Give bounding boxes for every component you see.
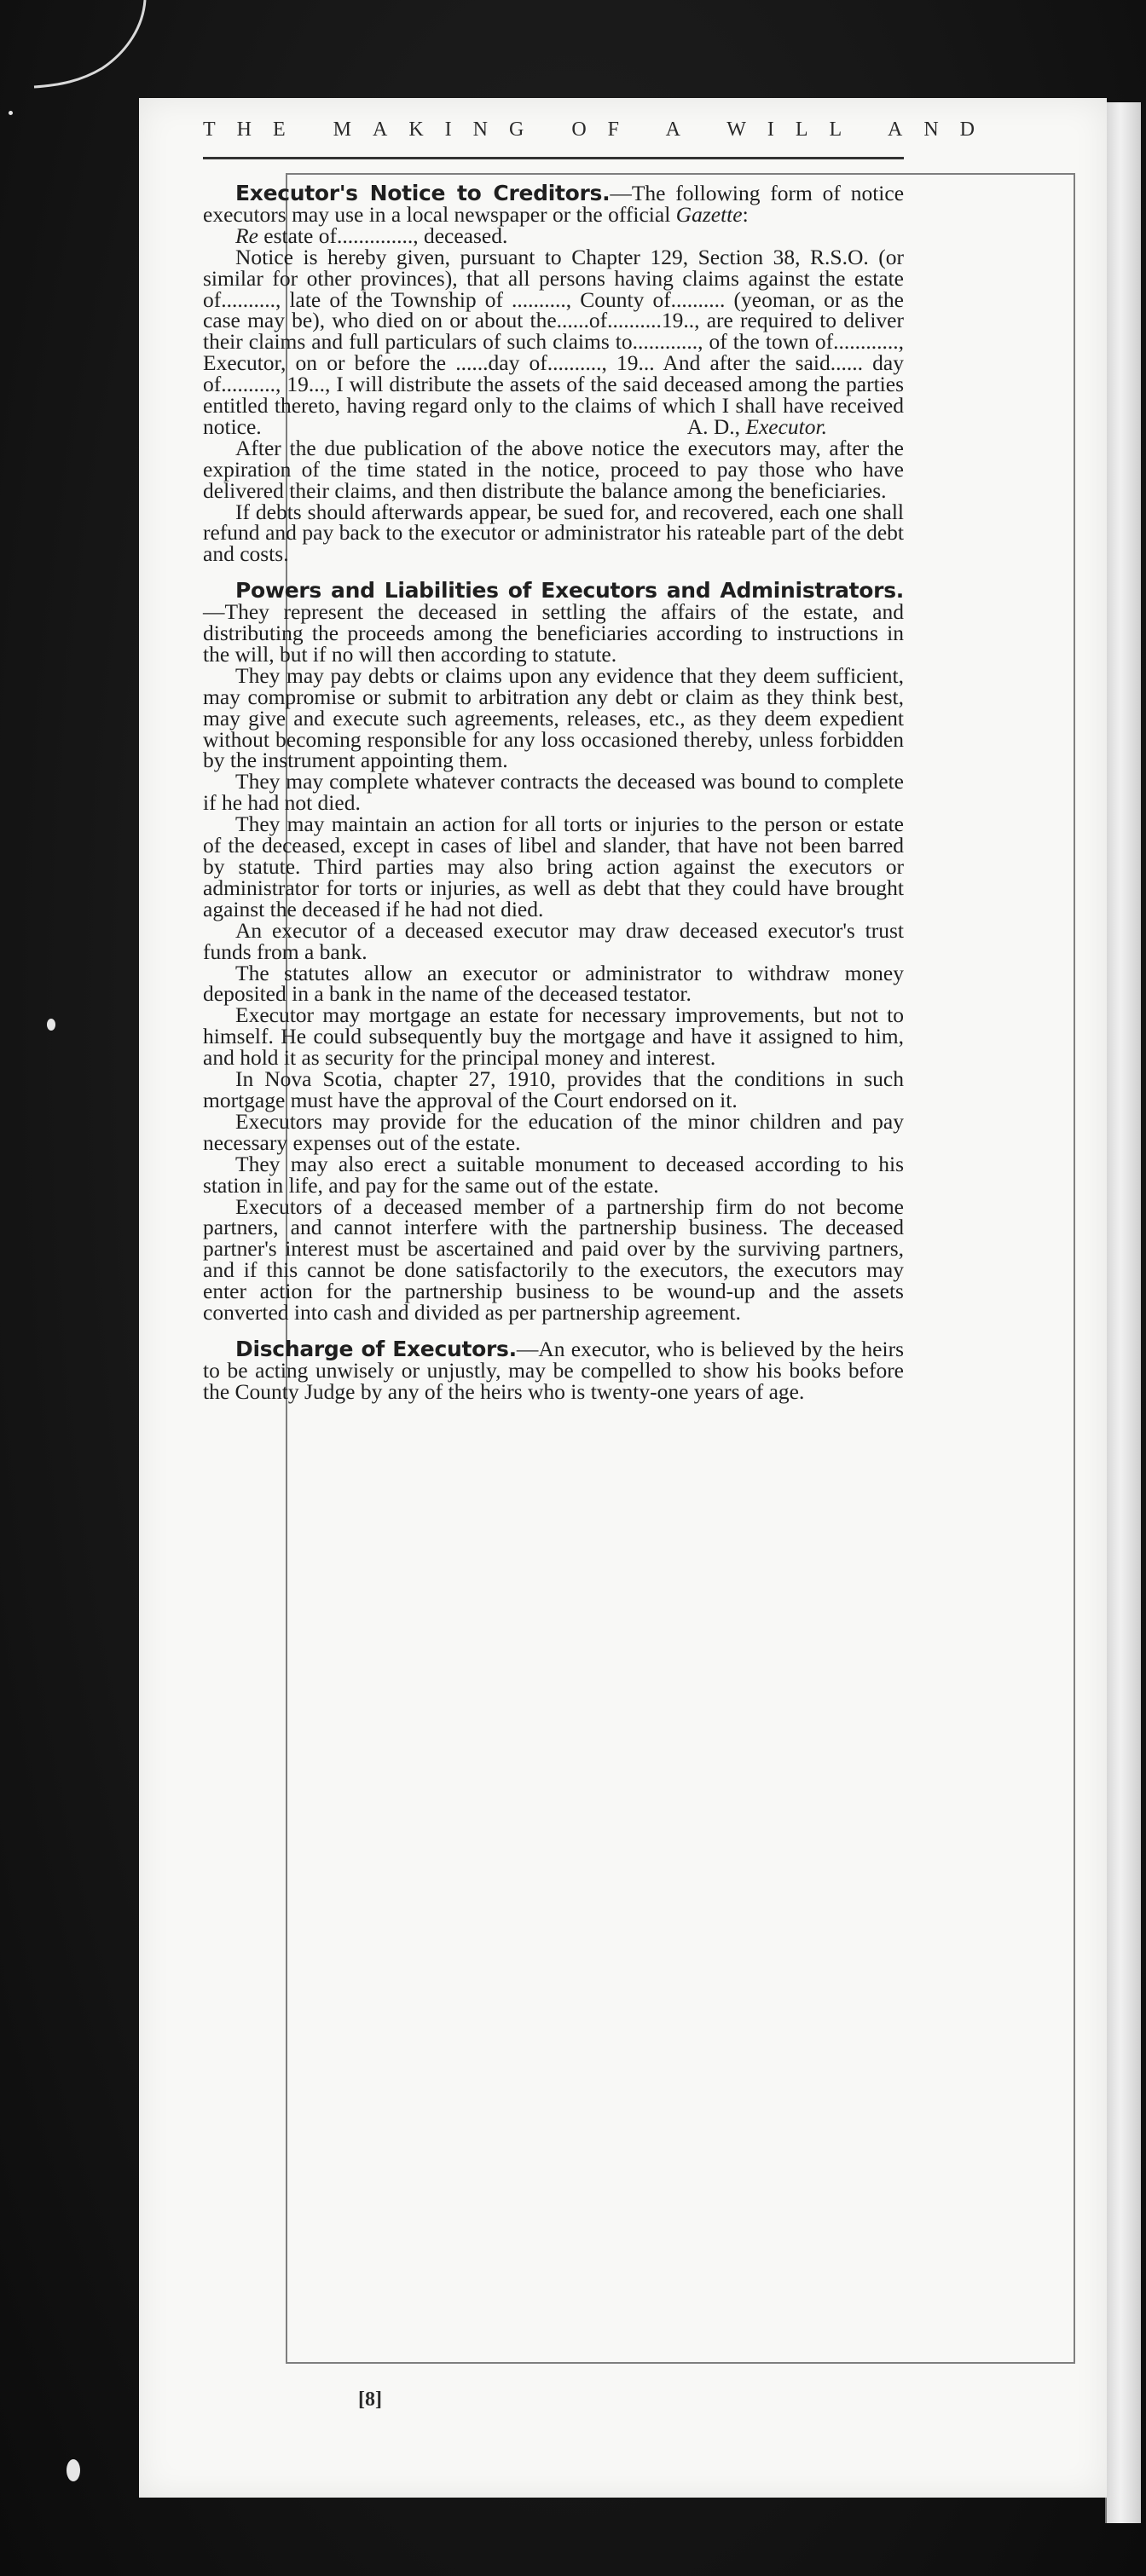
- discharge-heading: Discharge of Executors.: [235, 1336, 517, 1361]
- after-publication-paragraph: After the due publication of the above notice the executors may, after the expiration of the time stated in the notice, proceed to pay those who have delivered their claims, and then distribute the balance among the beneficiaries.: [203, 435, 904, 503]
- running-header: THE MAKING OF A WILL AND: [203, 117, 904, 159]
- notice-form-paragraph: Notice is hereby given, pursuant to Chapter 129, Section 38, R.S.O. (or similar for other provinces), that all persons having claims against the estate of.........., late of the Township of .........., County of.......... (yeoman, or as the case may be), who died on or about the......of..........19.., are required to deliver their claims and full particulars of such claims to............, of the town of............, Executor, on or before the ......day of.........., 19... And after the said...... day of.........., 19..., I will distribute the assets of the said deceased among the parties entitled thereto, having regard only to the claims of which I shall have received notice.: [203, 244, 904, 439]
- re-estate-line: Re estate of.............., deceased.: [235, 222, 508, 248]
- scan-dust-spot: [9, 111, 13, 115]
- creditors-intro: —The following form of notice executors may use in a local newspaper or the official: [203, 181, 905, 227]
- powers-paragraph-contracts: They may complete whatever contracts the deceased was bound to complete if he had not died.: [203, 769, 904, 816]
- page-number: [8]: [358, 2388, 382, 2411]
- powers-paragraph-monument: They may also erect a suitable monument to deceased according to his station in life, and pay for the same out of the estate.: [203, 1151, 904, 1198]
- discharge-paragraph: Discharge of Executors.—An executor, who is believed by the heirs to be acting unwisely or unjustly, may be compelled to show his books before the County Judge by any of the heirs who is twenty-one years of age.: [203, 1336, 904, 1404]
- powers-paragraph-torts: They may maintain an action for all torts or injuries to the person or estate of the deceased, except in cases of libel and slander, that have not been barred by statute. Third parties may also bring action against the executors or administrator for torts or injuries, as well as debt that they could have brought against the deceased if he had not died.: [203, 811, 904, 921]
- next-page-edge: [1105, 102, 1141, 2523]
- powers-paragraph-debts: They may pay debts or claims upon any evidence that they deem sufficient, may compromise or submit to arbitration any debt or claim as they think best, may give and execute such agreements, releases, etc., as they deem expedient without becoming responsible for any loss occasioned thereby, unless forbidden by the instrument appointing them.: [203, 662, 904, 773]
- page-body: [203, 183, 904, 1403]
- powers-paragraph-trust-funds: An executor of a deceased executor may draw deceased executor's trust funds from a bank.: [203, 917, 904, 964]
- powers-intro-paragraph: Powers and Liabilities of Executors and Administrators.—They represent the deceased in settling the affairs of the estate, and distributing the proceeds among the beneficiaries according to instructions in the will, but if no will then according to statute.: [203, 578, 904, 667]
- creditors-intro-paragraph: Executor's Notice to Creditors.—The following form of notice executors may use in a local newspaper or the official Gazette:: [203, 181, 905, 227]
- powers-paragraph-bank-deposit: The statutes allow an executor or administrator to withdraw money deposited in a bank in the name of the deceased testator.: [203, 960, 904, 1007]
- notice-signature: A. D., Executor.: [686, 413, 827, 439]
- creditors-heading: Executor's Notice to Creditors.: [235, 181, 611, 205]
- scan-dust-spot: [47, 1019, 55, 1031]
- scan-dust-spot: [67, 2459, 80, 2481]
- later-debts-paragraph: If debts should afterwards appear, be sued for, and recovered, each one shall refund and pay back to the executor or administrator his rateable part of the debt and costs.: [203, 499, 904, 567]
- scan-scratch-mark: [0, 0, 171, 102]
- powers-paragraph-partnership: Executors of a deceased member of a partnership firm do not become partners, and cannot interfere with the partnership business. The deceased partner's interest must be ascertained and paid over by the surviving partners, and if this cannot be done satisfactorily to the executors, the executors may enter action for the partnership business to be wound-up and the assets converted into cash and divided as per partnership agreement.: [203, 1193, 904, 1326]
- powers-paragraph-nova-scotia: In Nova Scotia, chapter 27, 1910, provides that the conditions in such mortgage must have the approval of the Court endorsed on it.: [203, 1066, 904, 1112]
- gazette-word: Gazette: [675, 201, 743, 227]
- powers-paragraph-mortgage: Executor may mortgage an estate for necessary improvements, but not to himself. He could subsequently buy the mortgage and have it assigned to him, and hold it as security for the principal money and interest.: [203, 1002, 904, 1071]
- powers-heading: Powers and Liabilities of Executors and Administrators.: [235, 578, 904, 604]
- powers-paragraph-education: Executors may provide for the education of the minor children and pay necessary expenses out of the estate.: [203, 1108, 904, 1155]
